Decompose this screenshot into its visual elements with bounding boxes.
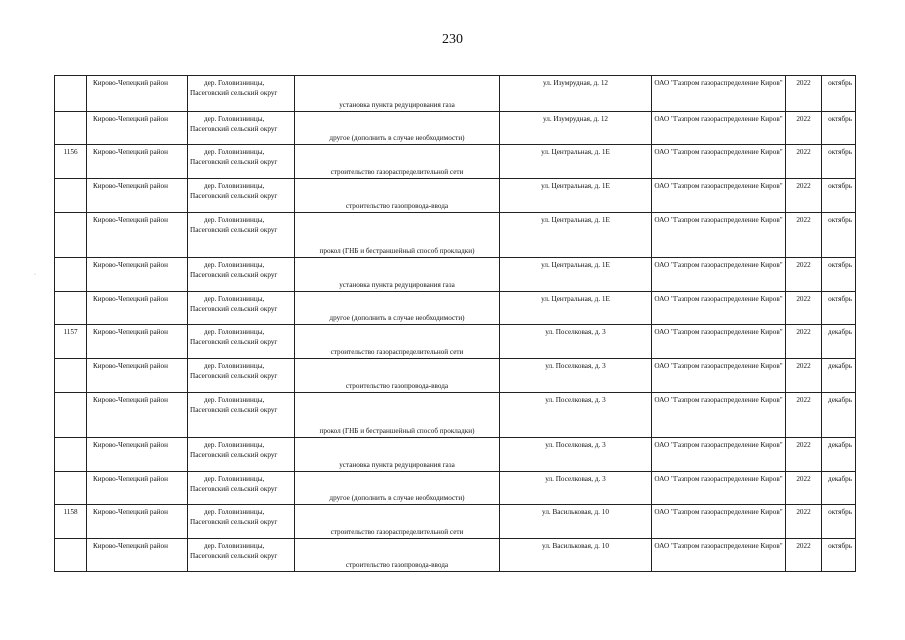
table-row [55, 505, 856, 539]
month-cell: октябрь [822, 292, 856, 325]
district-cell: Кирово-Чепецкий район [87, 539, 188, 572]
month-cell: октябрь [822, 145, 856, 179]
row-number [55, 438, 87, 472]
month-cell: октябрь [822, 179, 856, 213]
row-number [55, 292, 87, 325]
settlement-name: дер. Головизнинцы, [204, 508, 265, 516]
organization-cell: ОАО "Газпром газораспределение Киров" [652, 112, 786, 145]
table-row [55, 213, 856, 258]
year-cell: 2022 [786, 325, 822, 359]
row-number [55, 393, 87, 438]
settlement-name: дер. Головизнинцы, [204, 295, 265, 303]
organization-cell: ОАО "Газпром газораспределение Киров" [652, 213, 786, 258]
settlement-cell [188, 505, 295, 539]
work-type-cell: установка пункта редуцирования газа [295, 76, 500, 112]
settlement-name: дер. Головизнинцы, [204, 182, 265, 190]
settlement-name: дер. Головизнинцы, [204, 148, 265, 156]
rural-district-name: Пасеговский сельский округ [190, 518, 278, 526]
settlement-name: дер. Головизнинцы, [204, 542, 265, 550]
rural-district-name: Пасеговский сельский округ [190, 226, 278, 234]
settlement-cell [188, 179, 295, 213]
rural-district-name: Пасеговский сельский округ [190, 158, 278, 166]
table-row [55, 76, 856, 112]
table-row [55, 438, 856, 472]
year-cell: 2022 [786, 359, 822, 393]
month-cell: декабрь [822, 472, 856, 505]
address-cell: ул. Центральная, д. 1Е [500, 145, 652, 179]
row-number [55, 112, 87, 145]
settlement-name: дер. Головизнинцы, [204, 362, 265, 370]
address-cell: ул. Поселковая, д. 3 [500, 393, 652, 438]
settlement-cell [188, 325, 295, 359]
settlement-name: дер. Головизнинцы, [204, 261, 265, 269]
month-cell: декабрь [822, 438, 856, 472]
district-cell: Кирово-Чепецкий район [87, 505, 188, 539]
table-row [55, 145, 856, 179]
row-number [55, 179, 87, 213]
row-number: 1156 [55, 145, 87, 179]
address-cell: ул. Поселковая, д. 3 [500, 359, 652, 393]
rural-district-name: Пасеговский сельский округ [190, 406, 278, 414]
address-cell: ул. Изумрудная, д. 12 [500, 76, 652, 112]
page-number: 230 [442, 32, 463, 47]
district-cell: Кирово-Чепецкий район [87, 472, 188, 505]
row-number [55, 258, 87, 292]
work-type-cell: другое (дополнить в случае необходимости) [295, 292, 500, 325]
row-number [55, 539, 87, 572]
month-cell: декабрь [822, 393, 856, 438]
address-cell: ул. Центральная, д. 1Е [500, 213, 652, 258]
work-type-cell: строительство газораспределительной сети [295, 505, 500, 539]
settlement-cell [188, 145, 295, 179]
month-cell: октябрь [822, 505, 856, 539]
row-number [55, 213, 87, 258]
month-cell: октябрь [822, 539, 856, 572]
settlement-cell [188, 359, 295, 393]
rural-district-name: Пасеговский сельский округ [190, 485, 278, 493]
work-type-cell: установка пункта редуцирования газа [295, 438, 500, 472]
settlement-name: дер. Головизнинцы, [204, 216, 265, 224]
row-number [55, 472, 87, 505]
work-type-cell: другое (дополнить в случае необходимости) [295, 112, 500, 145]
settlement-name: дер. Головизнинцы, [204, 115, 265, 123]
year-cell: 2022 [786, 179, 822, 213]
district-cell: Кирово-Чепецкий район [87, 258, 188, 292]
settlement-name: дер. Головизнинцы, [204, 441, 265, 449]
district-cell: Кирово-Чепецкий район [87, 393, 188, 438]
work-type-cell: строительство газопровода-ввода [295, 359, 500, 393]
settlement-name: дер. Головизнинцы, [204, 79, 265, 87]
year-cell: 2022 [786, 438, 822, 472]
month-cell: декабрь [822, 359, 856, 393]
table-row [55, 393, 856, 438]
settlement-cell [188, 393, 295, 438]
rural-district-name: Пасеговский сельский округ [190, 89, 278, 97]
address-cell: ул. Поселковая, д. 3 [500, 472, 652, 505]
district-cell: Кирово-Чепецкий район [87, 325, 188, 359]
settlement-cell [188, 258, 295, 292]
rural-district-name: Пасеговский сельский округ [190, 372, 278, 380]
district-cell: Кирово-Чепецкий район [87, 145, 188, 179]
table-row [55, 112, 856, 145]
organization-cell: ОАО "Газпром газораспределение Киров" [652, 359, 786, 393]
settlement-name: дер. Головизнинцы, [204, 396, 265, 404]
table-row [55, 325, 856, 359]
year-cell: 2022 [786, 472, 822, 505]
district-cell: Кирово-Чепецкий район [87, 213, 188, 258]
rural-district-name: Пасеговский сельский округ [190, 552, 278, 560]
row-number: 1158 [55, 505, 87, 539]
month-cell: декабрь [822, 325, 856, 359]
district-cell: Кирово-Чепецкий район [87, 359, 188, 393]
work-type-cell: другое (дополнить в случае необходимости) [295, 472, 500, 505]
settlement-cell [188, 472, 295, 505]
year-cell: 2022 [786, 292, 822, 325]
rural-district-name: Пасеговский сельский округ [190, 192, 278, 200]
work-type-cell: строительство газораспределительной сети [295, 325, 500, 359]
year-cell: 2022 [786, 539, 822, 572]
address-cell: ул. Поселковая, д. 3 [500, 325, 652, 359]
year-cell: 2022 [786, 393, 822, 438]
organization-cell: ОАО "Газпром газораспределение Киров" [652, 76, 786, 112]
address-cell: ул. Центральная, д. 1Е [500, 292, 652, 325]
rural-district-name: Пасеговский сельский округ [190, 271, 278, 279]
gasification-table [54, 75, 856, 572]
rural-district-name: Пасеговский сельский округ [190, 125, 278, 133]
address-cell: ул. Центральная, д. 1Е [500, 258, 652, 292]
settlement-cell [188, 438, 295, 472]
address-cell: ул. Васильковая, д. 10 [500, 539, 652, 572]
organization-cell: ОАО "Газпром газораспределение Киров" [652, 505, 786, 539]
district-cell: Кирово-Чепецкий район [87, 112, 188, 145]
row-number: 1157 [55, 325, 87, 359]
table-body [55, 76, 856, 572]
district-cell: Кирово-Чепецкий район [87, 438, 188, 472]
organization-cell: ОАО "Газпром газораспределение Киров" [652, 145, 786, 179]
work-type-cell: строительство газопровода-ввода [295, 179, 500, 213]
district-cell: Кирово-Чепецкий район [87, 292, 188, 325]
settlement-name: дер. Головизнинцы, [204, 475, 265, 483]
rural-district-name: Пасеговский сельский округ [190, 305, 278, 313]
year-cell: 2022 [786, 505, 822, 539]
settlement-cell [188, 213, 295, 258]
organization-cell: ОАО "Газпром газораспределение Киров" [652, 539, 786, 572]
organization-cell: ОАО "Газпром газораспределение Киров" [652, 179, 786, 213]
work-type-cell: строительство газопровода-ввода [295, 539, 500, 572]
month-cell: октябрь [822, 213, 856, 258]
work-type-cell: установка пункта редуцирования газа [295, 258, 500, 292]
table-row [55, 472, 856, 505]
work-type-cell: прокол (ГНБ и бестраншейный способ прокладки) [295, 213, 500, 258]
year-cell: 2022 [786, 145, 822, 179]
row-number [55, 359, 87, 393]
settlement-cell [188, 539, 295, 572]
organization-cell: ОАО "Газпром газораспределение Киров" [652, 325, 786, 359]
table-row [55, 539, 856, 572]
organization-cell: ОАО "Газпром газораспределение Киров" [652, 472, 786, 505]
address-cell: ул. Центральная, д. 1Е [500, 179, 652, 213]
settlement-cell [188, 292, 295, 325]
settlement-cell [188, 112, 295, 145]
table-row [55, 359, 856, 393]
address-cell: ул. Изумрудная, д. 12 [500, 112, 652, 145]
settlement-name: дер. Головизнинцы, [204, 328, 265, 336]
month-cell: октябрь [822, 258, 856, 292]
rural-district-name: Пасеговский сельский округ [190, 338, 278, 346]
table-row [55, 292, 856, 325]
month-cell: октябрь [822, 76, 856, 112]
district-cell: Кирово-Чепецкий район [87, 179, 188, 213]
organization-cell: ОАО "Газпром газораспределение Киров" [652, 258, 786, 292]
scan-speck: · [34, 272, 36, 278]
table-row [55, 258, 856, 292]
work-type-cell: прокол (ГНБ и бестраншейный способ прокладки) [295, 393, 500, 438]
organization-cell: ОАО "Газпром газораспределение Киров" [652, 393, 786, 438]
table-row [55, 179, 856, 213]
month-cell: октябрь [822, 112, 856, 145]
settlement-cell [188, 76, 295, 112]
address-cell: ул. Поселковая, д. 3 [500, 438, 652, 472]
organization-cell: ОАО "Газпром газораспределение Киров" [652, 438, 786, 472]
district-cell: Кирово-Чепецкий район [87, 76, 188, 112]
year-cell: 2022 [786, 76, 822, 112]
year-cell: 2022 [786, 258, 822, 292]
year-cell: 2022 [786, 213, 822, 258]
organization-cell: ОАО "Газпром газораспределение Киров" [652, 292, 786, 325]
rural-district-name: Пасеговский сельский округ [190, 451, 278, 459]
work-type-cell: строительство газораспределительной сети [295, 145, 500, 179]
address-cell: ул. Васильковая, д. 10 [500, 505, 652, 539]
row-number [55, 76, 87, 112]
year-cell: 2022 [786, 112, 822, 145]
